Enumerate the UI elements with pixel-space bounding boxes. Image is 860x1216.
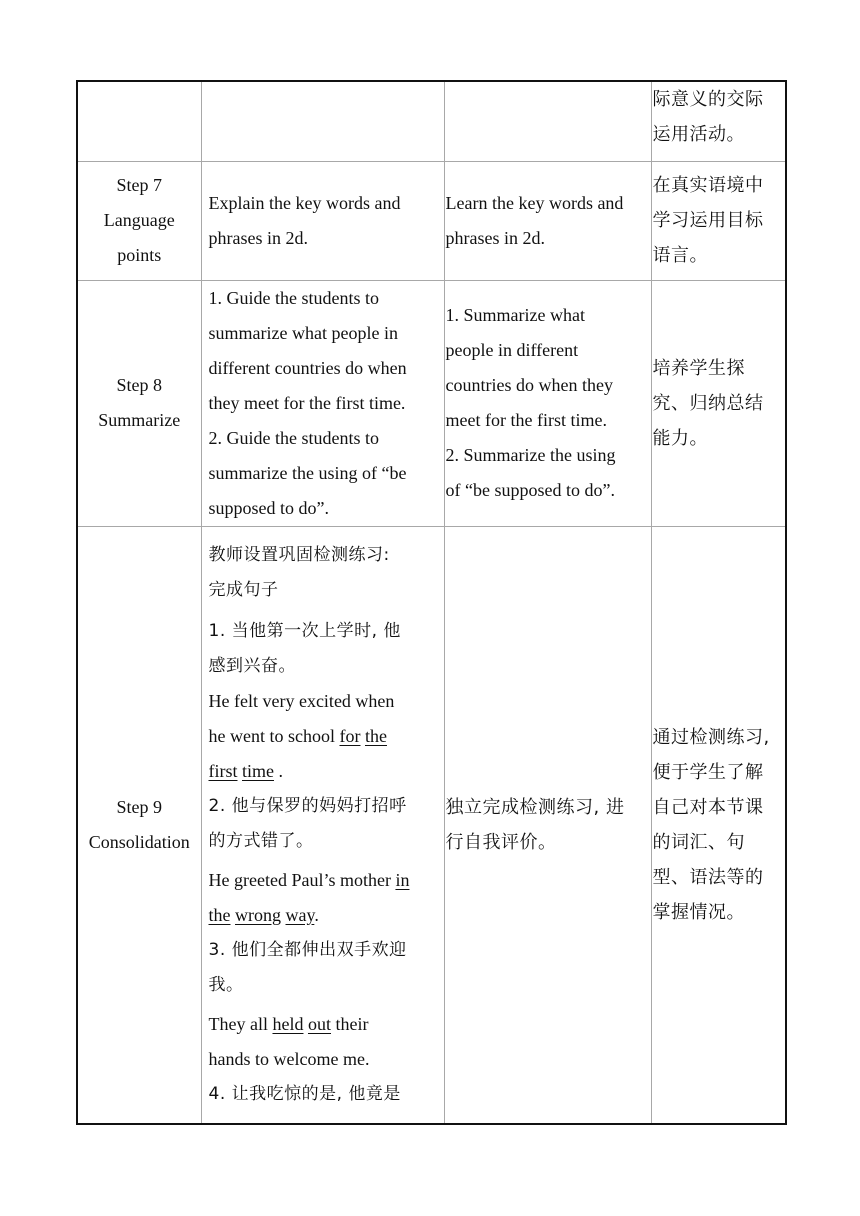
student-line: phrases in 2d. [445, 227, 545, 248]
student-line: 1. Summarize what [445, 305, 585, 325]
purpose-line: 掌握情况。 [652, 901, 745, 923]
step-cell [77, 526, 201, 1124]
student-line: of “be supposed to do”. [445, 480, 615, 500]
teacher-activity-cell [201, 161, 444, 280]
purpose-cell [651, 81, 786, 161]
student-line: 2. Summarize the using [445, 445, 616, 465]
sentence-text: They all [208, 1013, 273, 1034]
answer-blank: wrong [235, 904, 281, 925]
step-cell [77, 280, 201, 526]
sentence-text: he went to school [208, 725, 340, 746]
sentence-text: He greeted Paul’s mother [208, 869, 396, 890]
step-name: Language [103, 210, 175, 230]
purpose-cell [651, 280, 786, 526]
teacher-activity-cell [201, 81, 444, 161]
answer-blank: time [242, 760, 274, 781]
student-line: meet for the first time. [445, 410, 607, 430]
purpose-line: 便于学生了解 [652, 761, 764, 783]
step-cell [77, 161, 201, 280]
purpose-line: 运用活动。 [652, 124, 745, 145]
student-line: people in different [445, 340, 579, 360]
teacher-line: Explain the key words and [208, 192, 401, 213]
student-activity-cell [444, 81, 651, 161]
purpose-line: 学习运用目标 [652, 210, 764, 231]
student-line: countries do when they [445, 375, 613, 395]
exercise-english [209, 754, 440, 789]
teacher-line: summarize the using of “be [208, 462, 407, 483]
student-line: Learn the key words and [445, 192, 624, 213]
student-line: 独立完成检测练习, 进 [445, 796, 625, 818]
step-number: Step 9 [116, 796, 162, 817]
teacher-activity-cell [201, 526, 444, 1124]
exercise-chinese: 2. 他与保罗的妈妈打招呼 [208, 795, 407, 816]
table-row [77, 81, 786, 161]
answer-blank: in [395, 869, 410, 890]
table-row [77, 161, 786, 280]
purpose-cell [651, 526, 786, 1124]
teacher-line: supposed to do”. [208, 497, 329, 518]
step-name: points [117, 245, 162, 265]
answer-blank: way [285, 904, 315, 925]
exercise-chinese: 3. 他们全都伸出双手欢迎 [208, 939, 407, 960]
purpose-line: 的词汇、句 [652, 831, 745, 853]
teacher-line: 2. Guide the students to [208, 427, 379, 448]
answer-blank: out [307, 1013, 331, 1034]
student-activity-cell [444, 280, 651, 526]
sentence-text: . [314, 904, 319, 925]
lesson-plan-table [76, 80, 787, 1125]
table-row [77, 280, 786, 526]
step-number: Step 7 [116, 175, 162, 195]
teacher-line: they meet for the first time. [208, 392, 406, 413]
exercise-english [209, 719, 440, 754]
purpose-line: 语言。 [652, 245, 708, 266]
purpose-cell [651, 161, 786, 280]
teacher-line: phrases in 2d. [208, 227, 308, 248]
answer-blank: held [272, 1013, 304, 1034]
sentence-text: . [274, 760, 283, 781]
exercise-intro: 教师设置巩固检测练习: [208, 544, 390, 565]
purpose-line: 型、语法等的 [652, 866, 764, 888]
exercise-chinese: 感到兴奋。 [208, 655, 296, 676]
purpose-line: 在真实语境中 [652, 175, 764, 196]
step-number: Step 8 [116, 375, 162, 395]
student-line: 行自我评价。 [445, 831, 557, 853]
exercise-chinese: 的方式错了。 [208, 830, 314, 851]
student-activity-cell [444, 161, 651, 280]
step-name: Consolidation [88, 831, 190, 852]
purpose-line: 究、归纳总结 [652, 392, 764, 414]
purpose-line: 通过检测练习, [652, 726, 770, 748]
teacher-line: summarize what people in [208, 322, 398, 343]
purpose-line: 际意义的交际 [652, 89, 764, 110]
exercise-english [209, 898, 440, 933]
exercise-english: He felt very excited when [208, 690, 395, 711]
purpose-line: 自己对本节课 [652, 796, 764, 818]
answer-blank: the [208, 904, 231, 925]
sentence-text: their [331, 1013, 369, 1034]
teacher-activity-cell [201, 280, 444, 526]
answer-blank: for [339, 725, 361, 746]
teacher-line: different countries do when [208, 357, 407, 378]
purpose-line: 能力。 [652, 427, 708, 449]
exercise-english [209, 1007, 440, 1042]
teacher-line: 1. Guide the students to [208, 287, 379, 308]
answer-blank: the [364, 725, 387, 746]
exercise-chinese: 我。 [208, 974, 244, 995]
student-activity-cell [444, 526, 651, 1124]
exercise-english [209, 863, 440, 898]
exercise-chinese: 4. 让我吃惊的是, 他竟是 [208, 1083, 401, 1104]
exercise-intro: 完成句子 [208, 579, 279, 600]
table-row [77, 526, 786, 1124]
exercise-english: hands to welcome me. [208, 1048, 370, 1069]
exercise-chinese: 1. 当他第一次上学时, 他 [208, 620, 401, 641]
purpose-line: 培养学生探 [652, 357, 745, 379]
step-name: Summarize [98, 410, 181, 430]
answer-blank: first [208, 760, 238, 781]
step-cell [77, 81, 201, 161]
